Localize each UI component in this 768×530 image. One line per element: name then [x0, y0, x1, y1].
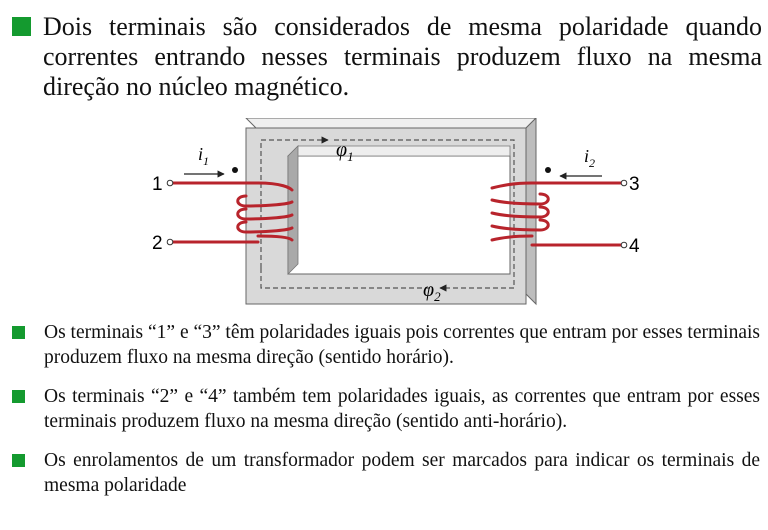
polarity-dot-right: [545, 167, 551, 173]
terminal-1-node: [167, 180, 173, 186]
bullet-text: Os enrolamentos de um transformador podem ser marcados para indicar os terminais de mesma polaridade: [44, 450, 760, 496]
list-item: [12, 320, 760, 370]
flux-2-label: $\varphi_2$: [423, 279, 441, 304]
list-item: [12, 384, 760, 434]
polarity-dot-left: [232, 167, 238, 173]
bullet-text: Os terminais “2” e “4” também tem polaridades iguais, as correntes que entram por esses terminais produzem fluxo na mesma direção (sentido anti-horário).: [44, 386, 760, 432]
bullet-square-icon: [12, 326, 25, 339]
transformer-svg: [140, 118, 640, 314]
terminal-2-label: 2: [152, 233, 163, 254]
transformer-diagram: [140, 118, 640, 314]
bullet-square-icon: [12, 390, 25, 403]
terminal-3-label: 3: [629, 174, 640, 195]
terminal-3-node: [621, 180, 627, 186]
main-text: Dois terminais são considerados de mesma polaridade quando correntes entrando nesses terminais produzem fluxo na mesma direção no núcleo magnético.: [43, 12, 762, 101]
terminal-1-label: 1: [152, 174, 163, 195]
terminal-2-node: [167, 239, 173, 245]
current-2-label: $i_2$: [584, 146, 596, 170]
bullet-list: [12, 320, 760, 512]
magnetic-core: [246, 118, 536, 304]
current-1-label: $i_1$: [198, 144, 210, 168]
bullet-square-icon: [12, 454, 25, 467]
flux-1-label: $\varphi_1$: [336, 139, 354, 164]
bullet-square-icon: [12, 17, 31, 36]
terminal-4-label: 4: [629, 236, 640, 257]
list-item: [12, 448, 760, 498]
main-bullet: [12, 12, 762, 102]
bullet-text: Os terminais “1” e “3” têm polaridades iguais pois correntes que entram por esses terminais produzem fluxo na mesma direção (sentido horário).: [44, 322, 760, 368]
terminal-4-node: [621, 242, 627, 248]
